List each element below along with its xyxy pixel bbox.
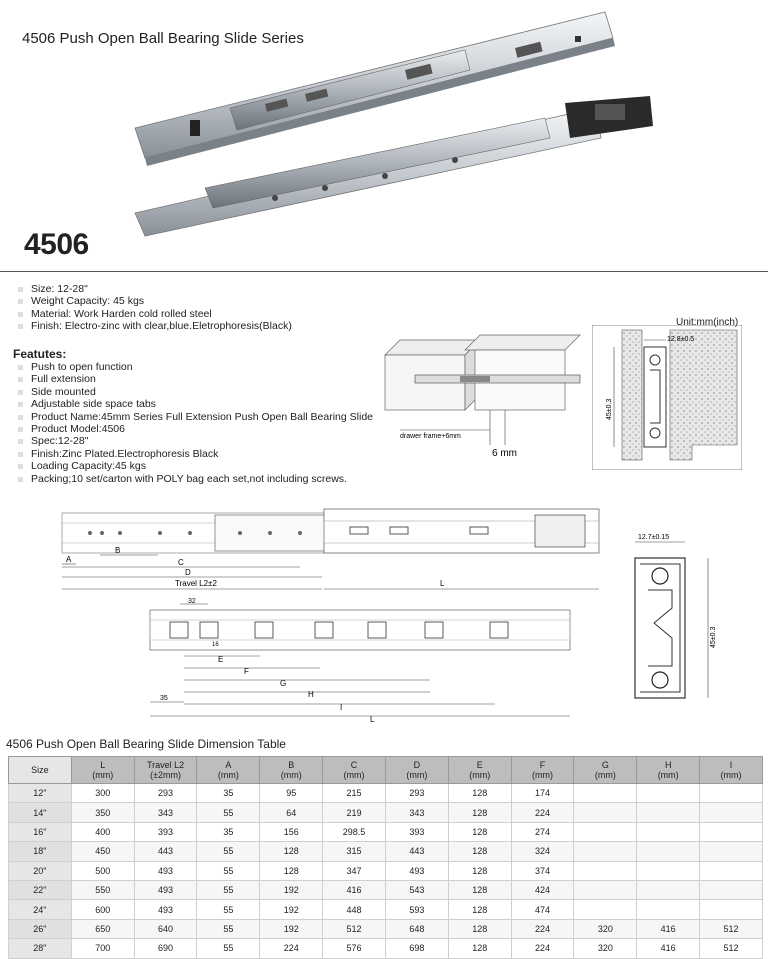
feature-item: Adjustable side space tabs <box>16 398 373 410</box>
table-row <box>9 919 763 938</box>
table-cell: 576 <box>323 939 386 958</box>
table-cell: 55 <box>197 842 260 861</box>
column-header-unit: (mm) <box>594 770 616 780</box>
column-header <box>385 757 448 784</box>
model-number: 4506 <box>24 228 89 261</box>
table-cell: 128 <box>448 842 511 861</box>
table-cell: 416 <box>323 880 386 899</box>
table-cell <box>700 880 763 899</box>
feature-item: Packing;10 set/carton with POLY bag each set,not including screws. <box>16 473 373 485</box>
table-cell: 12" <box>9 784 72 803</box>
table-cell: 28" <box>9 939 72 958</box>
table-cell: 274 <box>511 822 574 841</box>
column-header-unit: (mm) <box>217 770 239 780</box>
feature-item: Product Model:4506 <box>16 423 373 435</box>
table-cell: 443 <box>385 842 448 861</box>
table-cell <box>574 842 637 861</box>
table-cell <box>574 822 637 841</box>
travel-dim: Travel L2±2 <box>175 579 217 588</box>
drawer-frame-label: drawer frame+6mm <box>400 433 461 440</box>
feature-item: Push to open function <box>16 361 373 373</box>
table-cell: 174 <box>511 784 574 803</box>
table-cell: 16" <box>9 822 72 841</box>
table-cell: 424 <box>511 880 574 899</box>
table-cell <box>637 803 700 822</box>
feature-item: Spec:12-28" <box>16 435 373 447</box>
table-cell: 698 <box>385 939 448 958</box>
dim-A: A <box>66 555 72 564</box>
table-cell <box>637 822 700 841</box>
column-header-name: F <box>539 760 546 770</box>
table-cell: 690 <box>134 939 197 958</box>
table-cell: 128 <box>448 919 511 938</box>
table-cell: 128 <box>448 784 511 803</box>
table-cell: 600 <box>71 900 134 919</box>
table-cell: 324 <box>511 842 574 861</box>
column-header-name: H <box>664 760 672 770</box>
column-header <box>134 757 197 784</box>
table-cell: 26" <box>9 919 72 938</box>
table-cell: 293 <box>385 784 448 803</box>
column-header <box>574 757 637 784</box>
table-cell: 64 <box>260 803 323 822</box>
table-cell: 219 <box>323 803 386 822</box>
column-header-name: A <box>225 760 232 770</box>
table-cell <box>637 861 700 880</box>
spec-item: Weight Capacity: 45 kgs <box>16 295 292 307</box>
table-cell: 343 <box>385 803 448 822</box>
column-header <box>260 757 323 784</box>
table-cell: 293 <box>134 784 197 803</box>
table-cell <box>700 900 763 919</box>
table-row <box>9 803 763 822</box>
table-cell <box>637 880 700 899</box>
table-cell: 374 <box>511 861 574 880</box>
table-cell: 224 <box>260 939 323 958</box>
column-header-unit: (mm) <box>92 770 114 780</box>
table-cell: 512 <box>700 939 763 958</box>
table-cell: 493 <box>134 880 197 899</box>
table-cell: 640 <box>134 919 197 938</box>
table-cell: 128 <box>448 880 511 899</box>
feature-item: Full extension <box>16 373 373 385</box>
column-header-unit: (mm) <box>532 770 554 780</box>
dim-H: H <box>308 690 314 699</box>
column-header <box>197 757 260 784</box>
table-cell: 343 <box>134 803 197 822</box>
table-cell <box>637 842 700 861</box>
table-cell: 128 <box>448 803 511 822</box>
table-cell: 192 <box>260 900 323 919</box>
table-cell: 128 <box>448 822 511 841</box>
column-header-name: Travel L2 <box>146 760 185 770</box>
width-dim-2: 12.7±0.15 <box>638 534 670 541</box>
table-row <box>9 861 763 880</box>
table-row <box>9 880 763 899</box>
table-cell: 95 <box>260 784 323 803</box>
table-cell: 393 <box>385 822 448 841</box>
table-cell: 550 <box>71 880 134 899</box>
table-cell: 55 <box>197 861 260 880</box>
column-header <box>71 757 134 784</box>
table-cell: 493 <box>134 900 197 919</box>
width-dim-1: 12.8±0.5 <box>667 336 695 343</box>
table-row <box>9 822 763 841</box>
table-cell: 500 <box>71 861 134 880</box>
table-cell: 416 <box>637 919 700 938</box>
table-cell: 315 <box>323 842 386 861</box>
table-cell: 55 <box>197 939 260 958</box>
table-cell: 593 <box>385 900 448 919</box>
dim-E: E <box>218 655 224 664</box>
table-cell: 18" <box>9 842 72 861</box>
column-header <box>9 757 72 784</box>
table-cell <box>574 784 637 803</box>
divider <box>0 271 768 272</box>
table-cell <box>574 900 637 919</box>
table-cell <box>700 822 763 841</box>
column-header-unit: (mm) <box>720 770 742 780</box>
spec-item: Finish: Electro-zinc with clear,blue.Eletrophoresis(Black) <box>16 320 292 332</box>
table-cell: 55 <box>197 919 260 938</box>
table-header-row <box>9 757 763 784</box>
column-header-unit: (mm) <box>406 770 428 780</box>
unit-label: Unit:mm(inch) <box>676 317 739 328</box>
column-header <box>511 757 574 784</box>
table-cell: 22" <box>9 880 72 899</box>
table-cell <box>574 861 637 880</box>
table-cell: 648 <box>385 919 448 938</box>
table-cell: 55 <box>197 880 260 899</box>
table-cell: 347 <box>323 861 386 880</box>
feature-item: Finish:Zinc Plated.Electrophoresis Black <box>16 448 373 460</box>
feature-item: Product Name:45mm Series Full Extension Push Open Ball Bearing Slide <box>16 411 373 423</box>
column-header-unit: (mm) <box>469 770 491 780</box>
table-cell: 320 <box>574 939 637 958</box>
column-header <box>448 757 511 784</box>
table-cell: 512 <box>323 919 386 938</box>
table-cell: 55 <box>197 803 260 822</box>
product-photo <box>125 8 660 238</box>
feature-item: Side mounted <box>16 386 373 398</box>
table-cell: 650 <box>71 919 134 938</box>
table-body <box>9 784 763 959</box>
dim-F: F <box>244 667 249 676</box>
table-cell: 350 <box>71 803 134 822</box>
column-header-name: E <box>476 760 483 770</box>
table-cell <box>700 861 763 880</box>
dim-32: 32 <box>188 598 196 605</box>
column-header-unit: (mm) <box>280 770 302 780</box>
side-elevation-holes <box>140 598 600 728</box>
table-cell: 493 <box>385 861 448 880</box>
table-cell: 128 <box>448 861 511 880</box>
table-cell: 192 <box>260 880 323 899</box>
dim-B: B <box>115 546 121 555</box>
table-row <box>9 842 763 861</box>
table-cell <box>700 784 763 803</box>
table-cell: 700 <box>71 939 134 958</box>
column-header-name: I <box>729 760 733 770</box>
table-cell: 493 <box>134 861 197 880</box>
table-row <box>9 900 763 919</box>
table-cell: 224 <box>511 919 574 938</box>
table-cell: 14" <box>9 803 72 822</box>
column-header <box>700 757 763 784</box>
column-header-unit: (±2mm) <box>150 770 182 780</box>
column-header <box>637 757 700 784</box>
table-cell: 55 <box>197 900 260 919</box>
gap-label: 6 mm <box>492 448 517 459</box>
table-cell: 474 <box>511 900 574 919</box>
table-cell: 224 <box>511 939 574 958</box>
features-list <box>16 361 373 485</box>
table-cell: 224 <box>511 803 574 822</box>
height-dim-2: 45±0.3 <box>710 626 717 648</box>
table-cell: 215 <box>323 784 386 803</box>
table-cell: 416 <box>637 939 700 958</box>
dim-L-top: L <box>440 579 445 588</box>
table-cell: 512 <box>700 919 763 938</box>
cross-section-mounted <box>592 325 742 470</box>
table-cell: 128 <box>448 900 511 919</box>
feature-item: Loading Capacity:45 kgs <box>16 460 373 472</box>
table-title: 4506 Push Open Ball Bearing Slide Dimension Table <box>6 737 286 751</box>
column-header-name: B <box>288 760 295 770</box>
table-cell <box>637 900 700 919</box>
table-cell: 35 <box>197 784 260 803</box>
cross-section-profile <box>620 528 725 703</box>
column-header-unit: (mm) <box>657 770 679 780</box>
table-cell: 298.5 <box>323 822 386 841</box>
side-elevation-extended <box>60 505 605 595</box>
column-header-name: G <box>601 760 609 770</box>
column-header <box>323 757 386 784</box>
table-cell <box>574 803 637 822</box>
table-cell: 35 <box>197 822 260 841</box>
table-cell: 128 <box>260 842 323 861</box>
page-title: 4506 Push Open Ball Bearing Slide Series <box>22 30 304 47</box>
column-header-unit: (mm) <box>343 770 365 780</box>
spec-item: Material: Work Harden cold rolled steel <box>16 308 292 320</box>
dim-D: D <box>185 568 191 577</box>
spec-list <box>16 283 292 333</box>
dim-I: I <box>340 703 343 712</box>
column-header-name: Size <box>31 765 49 775</box>
features-heading: Featutes: <box>13 347 67 361</box>
dim-35: 35 <box>160 695 168 702</box>
table-cell <box>700 803 763 822</box>
table-cell <box>574 880 637 899</box>
table-cell: 393 <box>134 822 197 841</box>
table-cell: 320 <box>574 919 637 938</box>
table-cell: 448 <box>323 900 386 919</box>
dim-L-bottom: L <box>370 715 375 724</box>
table-cell: 128 <box>260 861 323 880</box>
table-cell: 443 <box>134 842 197 861</box>
table-cell <box>700 842 763 861</box>
dim-C: C <box>178 558 184 567</box>
spec-item: Size: 12-28" <box>16 283 292 295</box>
table-cell: 24" <box>9 900 72 919</box>
column-header-name: L <box>100 760 106 770</box>
table-cell: 450 <box>71 842 134 861</box>
height-dim-1: 45±0.3 <box>606 398 613 420</box>
dim-G: G <box>280 679 287 688</box>
table-cell: 300 <box>71 784 134 803</box>
table-cell: 156 <box>260 822 323 841</box>
column-header-name: C <box>350 760 358 770</box>
table-cell: 20" <box>9 861 72 880</box>
dimension-table <box>8 756 763 959</box>
table-cell: 400 <box>71 822 134 841</box>
table-cell: 128 <box>448 939 511 958</box>
table-row <box>9 784 763 803</box>
table-cell <box>637 784 700 803</box>
installation-drawing <box>380 330 585 460</box>
column-header-name: D <box>413 760 421 770</box>
table-cell: 192 <box>260 919 323 938</box>
dim-16: 16 <box>212 642 219 648</box>
table-cell: 543 <box>385 880 448 899</box>
